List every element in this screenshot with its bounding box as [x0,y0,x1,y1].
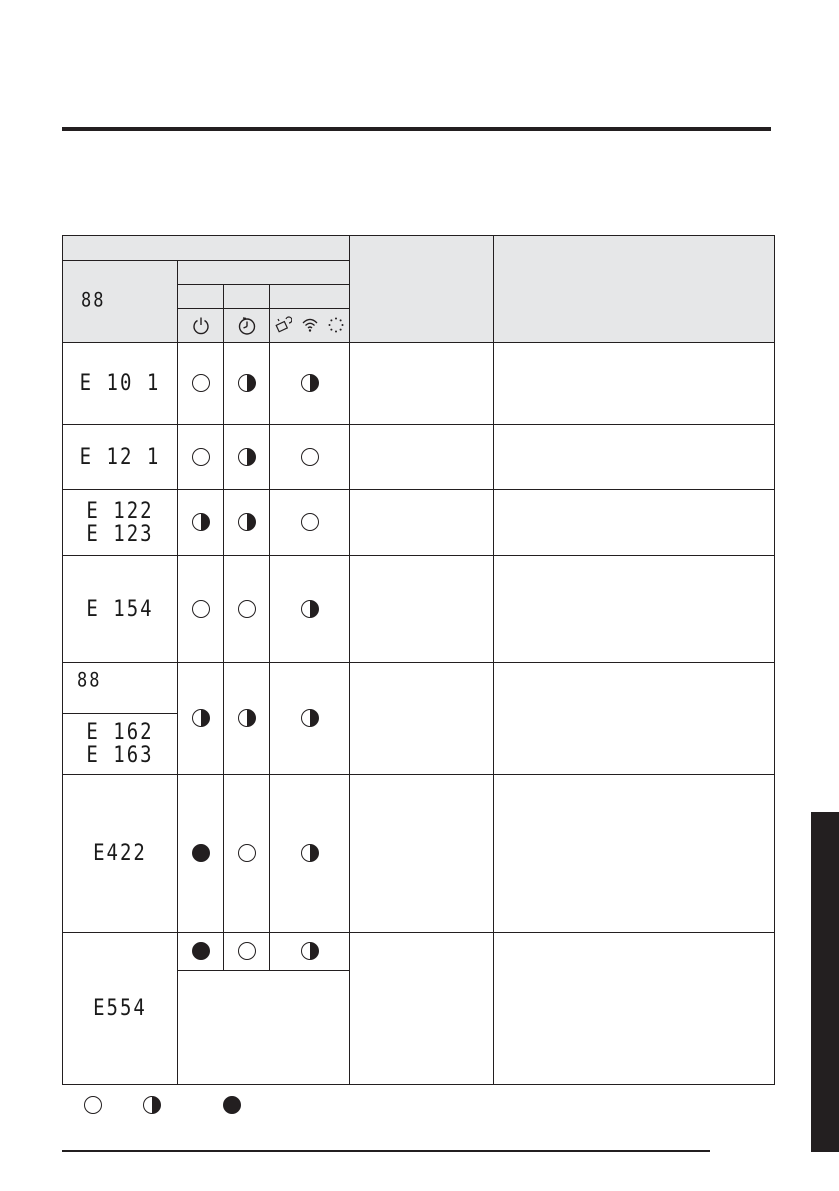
code-cell [63,343,178,425]
error-code-table [62,235,775,1085]
timer-state [224,556,270,663]
legend-off-icon [84,1096,102,1114]
power-column-header [178,285,224,309]
action-cell [494,933,775,1085]
indicator-blink [238,709,256,727]
timer-state [224,775,270,933]
error-code: E 12 1 [79,443,161,470]
timer-state [224,933,270,971]
indicator-blink [301,600,319,618]
indicator-group-header [63,236,350,261]
action-cell [494,490,775,556]
legend-on-icon [223,1096,241,1114]
side-section-tab [811,812,839,1152]
code-cell [63,556,178,663]
timer-state [224,490,270,556]
status-state [270,663,350,775]
indicator-off [301,513,319,531]
status-icons-cell [270,309,350,343]
timer-icon-cell [224,309,270,343]
status-state [270,556,350,663]
indicator-blink [192,709,210,727]
indicator-off [238,600,256,618]
indicator-off [301,448,319,466]
lamp-header [178,261,350,285]
table-row [63,933,775,971]
power-state [178,933,224,971]
meaning-cell [350,425,494,490]
action-cell [494,775,775,933]
timer-icon [237,316,257,336]
bottom-rule [62,1150,710,1152]
meaning-cell [350,933,494,1085]
status-state [270,425,350,490]
status-state [270,933,350,971]
indicator-off [192,448,210,466]
indicator-blink [192,513,210,531]
table-row [63,425,775,490]
status-column-header [270,285,350,309]
indicator-blink [238,374,256,392]
display-header [63,261,178,343]
meaning-cell [350,343,494,425]
power-icon [191,316,211,336]
top-rule [62,127,771,131]
action-cell [494,425,775,490]
table-row [63,556,775,663]
table-row [63,343,775,425]
code-cell [63,425,178,490]
dots-circle-icon [327,316,345,334]
error-code: E422 [93,840,147,866]
timer-state [224,425,270,490]
filter-reset-icon [274,316,292,334]
timer-state [224,663,270,775]
code-cell [63,490,178,556]
timer-column-header [224,285,270,309]
power-state [178,663,224,775]
code-cell [63,933,178,1085]
meaning-cell [350,775,494,933]
indicator-blink [238,448,256,466]
indicator-off [238,844,256,862]
status-state [270,490,350,556]
meaning-header [350,236,494,343]
action-cell [494,556,775,663]
indicator-off [238,942,256,960]
display-digits: 88 [77,669,102,693]
status-state [270,775,350,933]
table-row [63,775,775,933]
lamp-note-cell [178,971,350,1085]
action-header [494,236,775,343]
indicator-blink [301,709,319,727]
indicator-on [192,942,210,960]
indicator-blink [301,942,319,960]
power-icon-cell [178,309,224,343]
power-state [178,556,224,663]
table-row [63,663,775,714]
table-row [63,490,775,556]
power-state [178,425,224,490]
power-state [178,343,224,425]
indicator-blink [301,374,319,392]
indicator-blink [301,844,319,862]
code-cell [63,775,178,933]
action-cell [494,343,775,425]
meaning-cell [350,490,494,556]
meaning-cell [350,663,494,775]
error-code: E554 [93,995,147,1021]
code-cell-lower [63,714,178,775]
error-code: E 154 [86,595,154,622]
legend-blink-icon [143,1096,161,1114]
power-state [178,490,224,556]
indicator-off [192,374,210,392]
error-code: E 10 1 [79,370,161,396]
power-state [178,775,224,933]
action-cell [494,663,775,775]
meaning-cell [350,556,494,663]
status-state [270,343,350,425]
error-code: E 123 [86,520,154,547]
code-cell-upper [63,663,178,714]
error-code: E 163 [86,742,154,768]
timer-state [224,343,270,425]
indicator-off [192,600,210,618]
error-code: E 162 [86,719,154,745]
wifi-icon [301,316,319,334]
indicator-blink [238,513,256,531]
display-digits: 88 [81,289,106,313]
indicator-on [192,844,210,862]
error-code: E 122 [86,497,154,524]
